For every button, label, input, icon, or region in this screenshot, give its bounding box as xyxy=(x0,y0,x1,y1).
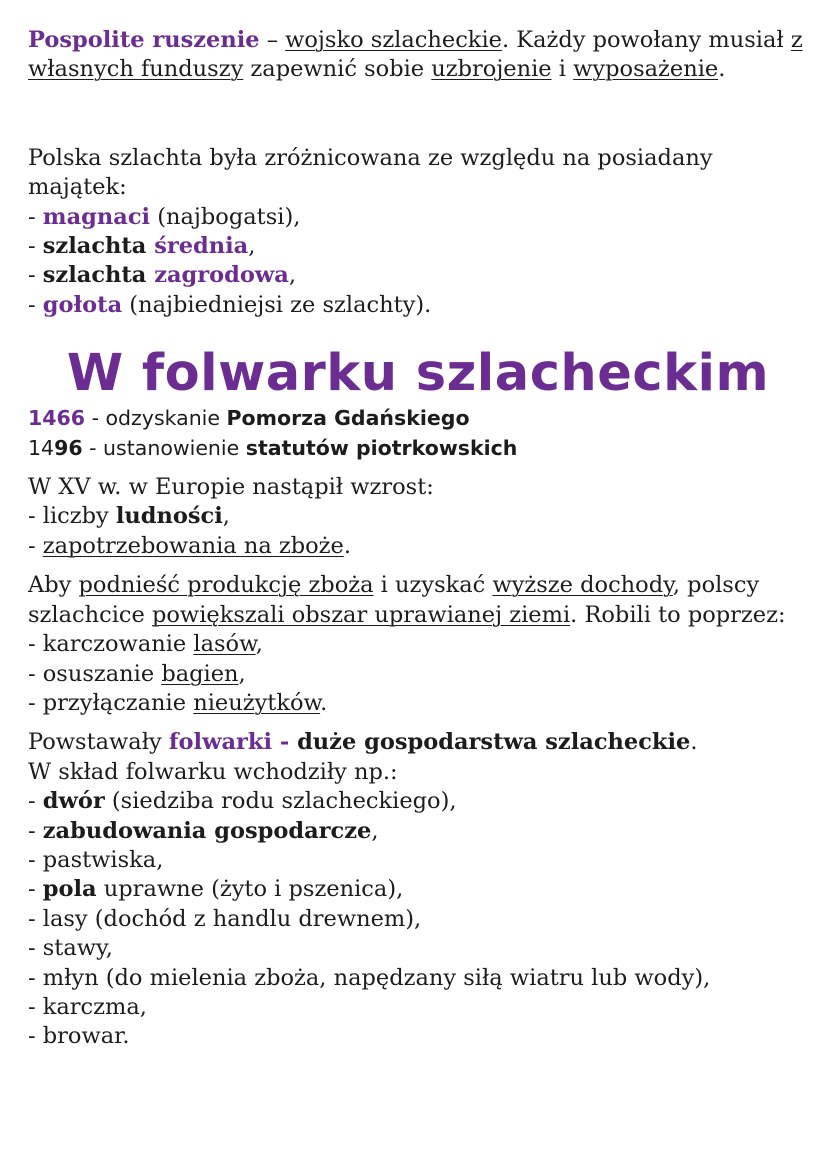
folwarki-intro: W skład folwarku wchodziły np.: xyxy=(28,758,398,785)
list-item: - osuszanie bagien, xyxy=(28,660,246,687)
europe-intro: W XV w. w Europie nastąpił wzrost: xyxy=(28,474,434,501)
production-text: Aby podnieść produkcję zboża i uzyskać wyższe dochody, polscy szlachcice powiększali obszar uprawianej ziemi. Robili to poprzez: xyxy=(28,572,786,628)
term-pospolite-ruszenie: Pospolite ruszenie xyxy=(28,27,260,53)
list-item: - młyn (do mielenia zboża, napędzany siłą wiatru lub wody), xyxy=(28,964,711,991)
date-line: 1466 - odzyskanie Pomorza Gdańskiego xyxy=(28,406,470,431)
list-item: - lasy (dochód z handlu drewnem), xyxy=(28,905,422,932)
list-item: - przyłączanie nieużytków. xyxy=(28,689,328,716)
list-item: - karczma, xyxy=(28,993,147,1020)
pospolite-ruszenie-paragraph xyxy=(28,26,808,85)
szlachta-classes xyxy=(28,144,808,320)
underlined-phrase: wyposażenie xyxy=(573,56,719,83)
list-item: - pola uprawne (żyto i pszenica), xyxy=(28,876,404,903)
definition-text: Pospolite ruszenie – wojsko szlacheckie. Każdy powołany musiał z własnych funduszy zapewnić sobie uzbrojenie i wyposażenie. xyxy=(28,27,803,83)
underlined-phrase: z własnych funduszy xyxy=(28,27,803,83)
list-item: - magnaci (najbogatsi), xyxy=(28,203,301,230)
document-page xyxy=(28,26,808,1062)
page-title: W folwarku szlacheckim xyxy=(66,344,770,404)
folwarki-paragraph xyxy=(28,728,808,1051)
szlachta-intro: Polska szlachta była zróżnicowana ze względu na posiadany majątek: xyxy=(28,144,713,201)
list-item: - dwór (siedziba rodu szlacheckiego), xyxy=(28,788,457,815)
folwarki-definition: Powstawały folwarki - duże gospodarstwa szlacheckie. xyxy=(28,729,698,756)
list-item: - karczowanie lasów, xyxy=(28,631,263,658)
list-item: - zapotrzebowania na zboże. xyxy=(28,532,352,559)
list-item: - liczby ludności, xyxy=(28,503,230,530)
underlined-phrase: wojsko szlacheckie xyxy=(285,27,502,53)
list-item: - zabudowania gospodarcze, xyxy=(28,817,379,844)
list-item: - gołota (najbiedniejsi ze szlachty). xyxy=(28,291,432,318)
list-item: - browar. xyxy=(28,1023,130,1050)
date-line: 1496 - ustanowienie statutów piotrkowskich xyxy=(28,435,518,460)
title-wrapper xyxy=(28,344,808,404)
list-item: - stawy, xyxy=(28,935,113,962)
underlined-phrase: uzbrojenie xyxy=(431,56,552,83)
europe-growth xyxy=(28,473,808,561)
list-item: - pastwiska, xyxy=(28,846,164,873)
production-paragraph xyxy=(28,571,808,718)
dates-block xyxy=(28,404,808,463)
list-item: - szlachta średnia, xyxy=(28,233,256,260)
list-item: - szlachta zagrodowa, xyxy=(28,262,296,289)
